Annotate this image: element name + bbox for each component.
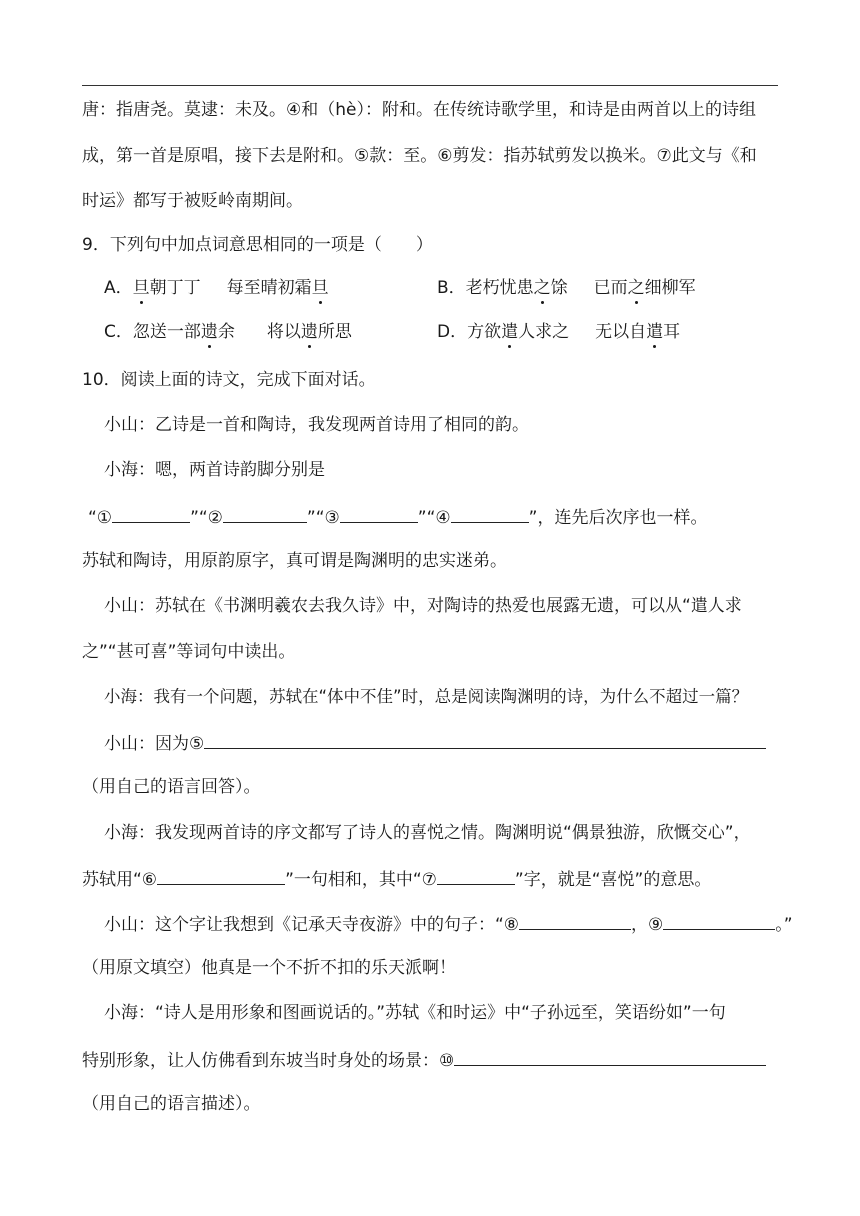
blank-9[interactable] (663, 911, 775, 930)
blank-6[interactable] (157, 866, 285, 885)
option-label: A． (104, 278, 133, 298)
answer-10-line: 特别形象，让人仿佛看到东坡当时身处的场景：⑩ (82, 1047, 766, 1073)
answer-8-9-line: 小山：这个字让我想到《记承天寺夜游》中的句子：“⑧ ，⑨ 。” (104, 911, 793, 937)
blank-3[interactable] (340, 504, 418, 523)
dialogue-line: 小山：乙诗是一首和陶诗，我发现两首诗用了相同的韵。 (104, 415, 529, 435)
dialogue-line: （用自己的语言描述）。 (82, 1094, 261, 1114)
dotted-word: 之 (627, 278, 645, 298)
dialogue-line: 之”“甚可喜”等词句中读出。 (82, 642, 296, 662)
dialogue-line: 小海：嗯，两首诗韵脚分别是 (104, 460, 325, 480)
dotted-word: 旦 (132, 278, 150, 298)
q9-option-c[interactable]: C．忽送一部遗余 将以遗所思 (104, 322, 352, 342)
q9-option-d[interactable]: D．方欲遣人求之 无以自遣耳 (437, 322, 681, 342)
dialogue-line: 小海：我有一个问题，苏轼在“体中不佳”时，总是阅读陶渊明的诗，为什么不超过一篇？ (104, 687, 749, 706)
dialogue-line: 苏轼和陶诗，用原韵原字，真可谓是陶渊明的忠实迷弟。 (82, 551, 507, 571)
dotted-word: 之 (533, 278, 551, 298)
blank-4[interactable] (451, 504, 529, 523)
dialogue-line: 小海：“诗人是用形象和图画说话的。”苏轼《和时运》中“子孙远至，笑语纷如”一句 (104, 1003, 726, 1023)
q9-option-b[interactable]: B．老朽忧患之馀 已而之细柳军 (437, 278, 696, 298)
option-label: D． (437, 322, 468, 342)
dialogue-line: （用自己的语言回答）。 (82, 777, 261, 797)
dotted-word: 遗 (200, 322, 218, 342)
blank-1[interactable] (112, 504, 190, 523)
dotted-word: 旦 (311, 278, 329, 298)
blank-8[interactable] (519, 911, 631, 930)
blank-10[interactable] (454, 1047, 766, 1066)
dialogue-line: 小山：苏轼在《书渊明羲农去我久诗》中，对陶诗的热爱也展露无遗，可以从“遣人求 (104, 596, 742, 616)
intro-line-1: 唐：指唐尧。莫逮：未及。④和（hè）：附和。在传统诗歌学里，和诗是由两首以上的诗组 (82, 100, 756, 120)
blank-7[interactable] (437, 866, 515, 885)
blank-5[interactable] (204, 730, 766, 749)
intro-line-3: 时运》都写于被贬岭南期间。 (82, 191, 303, 211)
blank-2[interactable] (223, 504, 307, 523)
answer-5-line: 小山：因为⑤ (104, 730, 766, 756)
header-rule (82, 85, 778, 86)
dotted-word: 遣 (501, 322, 519, 342)
dialogue-line: 小海：我发现两首诗的序文都写了诗人的喜悦之情。陶渊明说“偶景独游，欣慨交心”， (104, 823, 751, 843)
option-label: C． (104, 322, 133, 342)
q9-stem: 9．下列句中加点词意思相同的一项是（ ） (82, 235, 433, 255)
dotted-word: 遣 (646, 322, 664, 342)
q10-stem: 10．阅读上面的诗文，完成下面对话。 (82, 370, 376, 390)
q9-option-a[interactable]: A．旦朝丁丁 每至晴初霜旦 (104, 278, 329, 298)
intro-line-2: 成，第一首是原唱，接下去是附和。⑤款：至。⑥剪发：指苏轼剪发以换米。⑦此文与《和 (82, 146, 757, 166)
answer-6-7-line: 苏轼用“⑥ ”一句相和，其中“⑦ ”字，就是“喜悦”的意思。 (82, 866, 711, 892)
dotted-word: 遗 (300, 322, 318, 342)
option-label: B． (437, 278, 466, 298)
dialogue-line: （用原文填空）他真是一个不折不扣的乐天派啊！ (82, 958, 456, 978)
rhyme-blanks-line: “① ”“② ”“③ ”“④ ”，连先后次序也一样。 (88, 504, 707, 530)
